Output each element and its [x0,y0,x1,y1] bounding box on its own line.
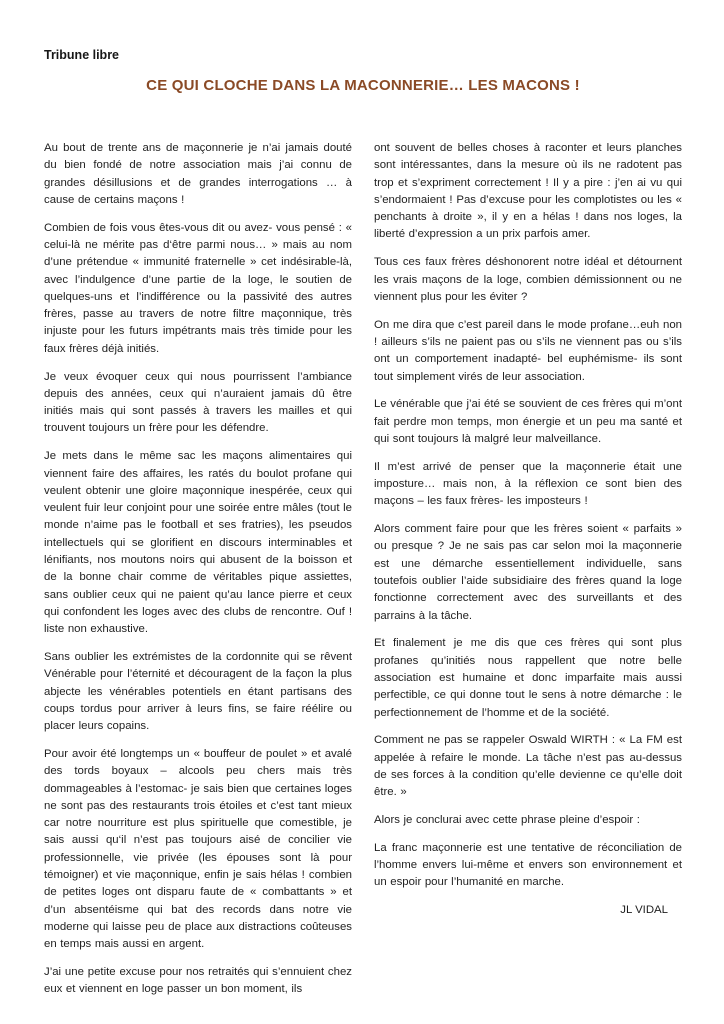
paragraph: Et finalement je me dis que ces frères qui sont plus profanes qu’initiés nous rappellent que notre belle association est humaine et donc imparfaite mais aussi perfectible, ce qui donne tout le sens à notre démarche : le perfectionnement de l’homme et de la société. [374,637,682,719]
article-body [44,140,682,1009]
paragraph: Combien de fois vous êtes-vous dit ou avez- vous pensé : « celui-là ne mérite pas d‘être parmi nous… » mais au nom d’une prétendue « immunité fraternelle » cet indésirable-là, avec l’indulgence d’une partie de la loge, le soutien de quelques-uns et l’indifférence ou la passivité des autres frères, passe au travers de notre filtre maçonnique, très injuste pour les futurs impétrants mais très timide pour les faux frères déjà initiés. [44,221,352,355]
paragraph: Pour avoir été longtemps un « bouffeur de poulet » et avalé des tords boyaux – alcools peu chers mais très dommageables à l’estomac- je sais bien que certaines loges ne sont pas des restaurants trois étoiles et c’est tant mieux car notre nourriture est plus spirituelle que comestible, je sais aussi qu‘il n’est pas toujours aisé de concilier vie professionnelle, vie privée (les épouses sont là pour témoigner) et vie maçonnique, enfin je sais hélas ! combien de petites loges ont disparu faute de « combattants » et d’un absentéisme qui bat des records dans notre vie moderne qui laisse peu de place aux distractions coûteuses en temps mais aussi en argent. [44,748,352,951]
paragraph: Alors comment faire pour que les frères soient « parfaits » ou presque ? Je ne sais pas car selon moi la maçonnerie est une démarche essentiellement individuelle, sans toutefois oublier l’aide subsidiaire des frères quand la loge fonctionne correctement avec des surveillants et des parrains à la tâche. [374,523,682,622]
paragraph: ont souvent de belles choses à raconter et leurs planches sont intéressantes, dans la mesure où ils ne radotent pas trop et s’expriment correctement ! Il y a pire : j’en ai vu qui s’endormaient ! Pas d’excuse pour les complotistes ou les « penchants à droite », il y en a hélas ! dans nos loges, la liberté d’expression a un prix parfois amer. [374,142,682,241]
paragraph: Le vénérable que j’ai été se souvient de ces frères qui m’ont fait perdre mon temps, mon énergie et un peu ma santé et qui sont toujours là malgré leur malveillance. [374,398,682,445]
left-column [44,140,352,1009]
article-title: CE QUI CLOCHE DANS LA MACONNERIE… LES MACONS ! [146,77,580,94]
paragraph: J’ai une petite excuse pour nos retraités qui s’ennuient chez eux et viennent en loge passer un bon moment, ils [44,966,352,996]
paragraph: Tous ces faux frères déshonorent notre idéal et détournent les vrais maçons de la loge, combien démissionnent ou ne viennent plus pour les éviter ? [374,256,682,303]
paragraph: Je veux évoquer ceux qui nous pourrissent l’ambiance depuis des années, ceux qui n’auraient jamais dû être initiés mais qui sont passés à travers les mailles et qui trouvent toujours un frère pour les défendre. [44,370,352,435]
author-signature: JL VIDAL [620,904,668,917]
paragraph: Sans oublier les extrémistes de la cordonnite qui se rêvent Vénérable pour l’éternité et découragent de la façon la plus abjecte les vénérables potentiels en étant partisans des coups tordus pour arriver à leurs fins, se faire réélire ou placer leurs copains. [44,651,352,733]
paragraph: Alors je conclurai avec cette phrase pleine d’espoir : [374,814,640,827]
kicker: Tribune libre [44,48,120,62]
paragraph: On me dira que c’est pareil dans le mode profane…euh non ! ailleurs s’ils ne paient pas ou s’ils ne viennent pas ou s’ils ont un comportement inadapté- bel euphémisme- ils sont tout simplement virés de leur association. [374,318,682,383]
paragraph: Au bout de trente ans de maçonnerie je n’ai jamais douté du bien fondé de notre association mais j’ai connu de grandes désillusions et de grandes interrogations … à cause de certains maçons ! [44,142,352,206]
paragraph: Je mets dans le même sac les maçons alimentaires qui viennent faire des affaires, les ratés du boulot profane qui veulent obtenir une gloire maçonnique inespérée, ceux qui veulent fuir leur conjoint pour une soirée entre mâles (tout le monde n’aime pas le football et ses fratries), les pseudos intellectuels qui se glorifient en discours interminables et lénifiants, nos moutons noirs qui abusent de la boisson et de la bonne chair comme de véritables pique assiettes, sans oublier ceux qui ne paient qu’au lance pierre et ceux qui confondent les loges avec des clubs de rencontre. Ouf ! liste non exhaustive. [44,450,352,636]
right-column [374,140,682,1009]
paragraph: Comment ne pas se rappeler Oswald WIRTH : « La FM est appelée à refaire le monde. La tâche n’est pas au-dessus de ses forces à la condition qu’elle devienne ce qu’elle doit être. » [374,734,682,799]
paragraph: La franc maçonnerie est une tentative de réconciliation de l’homme envers lui-même et envers son environnement et un espoir pour l’humanité en marche. [374,841,682,889]
paragraph: Il m’est arrivé de penser que la maçonnerie était une imposture… mais non, à la réflexion ce sont bien des maçons – les faux frères- les imposteurs ! [374,460,682,508]
